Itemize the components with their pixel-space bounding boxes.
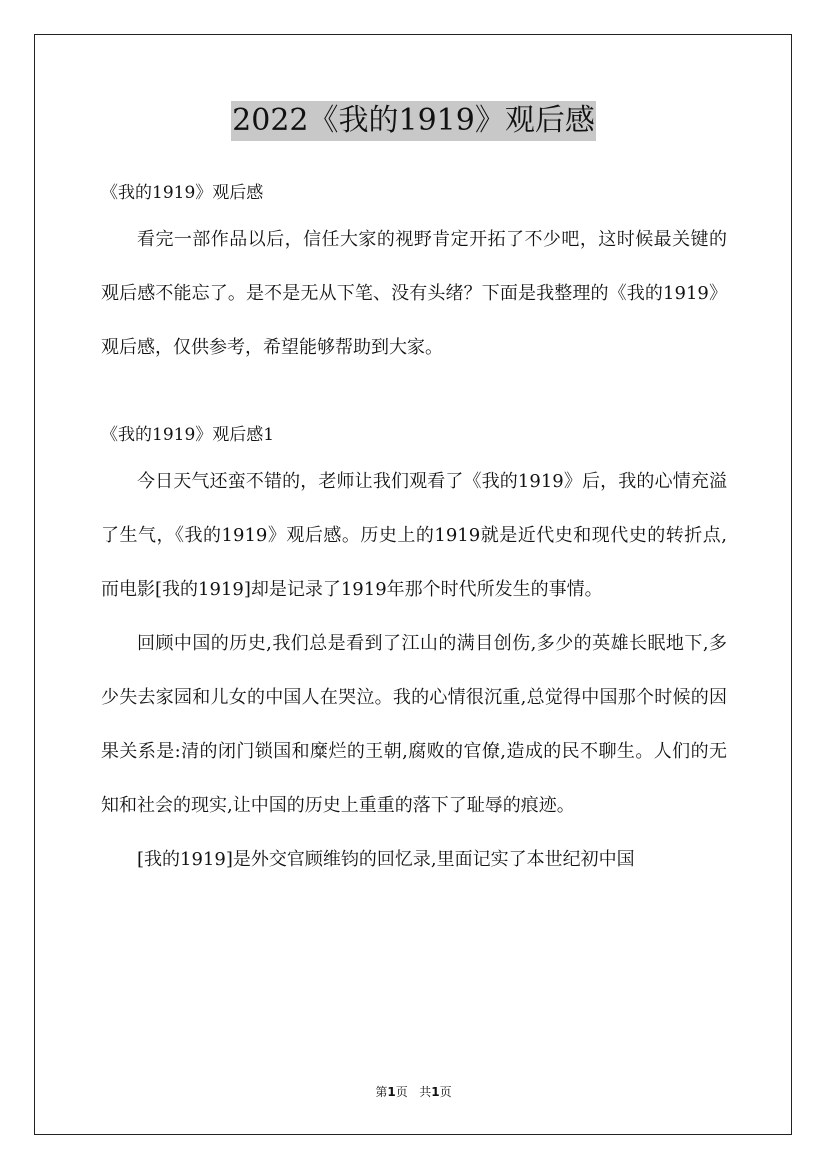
title-container: [0, 101, 827, 141]
footer-total-number: 1: [431, 1085, 440, 1099]
footer-page-number: 1: [387, 1085, 396, 1099]
section-spacer: [101, 375, 727, 416]
footer-page-prefix: 第: [375, 1085, 388, 1099]
section-heading: 《我的1919》观后感1: [101, 425, 275, 445]
document-title: 2022《我的1919》观后感: [231, 101, 596, 141]
document-body: [101, 174, 727, 887]
intro-paragraph: 看完一部作品以后，信任大家的视野肯定开拓了不少吧，这时候最关键的观后感不能忘了。是不是无从下笔、没有头绪？下面是我整理的《我的1919》观后感，仅供参考，希望能够帮助到大家。: [101, 229, 727, 358]
footer-page-suffix: 页: [395, 1085, 408, 1099]
page-footer: [0, 1083, 827, 1101]
intro-heading: 《我的1919》观后感: [101, 183, 264, 203]
body-paragraph-3: [我的1919]是外交官顾维钧的回忆录,里面记实了本世纪初中国: [137, 849, 635, 870]
body-paragraph-2: 回顾中国的历史,我们总是看到了江山的满目创伤,多少的英雄长眠地下,多少失去家园和儿女的中国人在哭泣。我的心情很沉重,总觉得中国那个时候的因果关系是:清的闭门锁国和糜烂的王朝,腐败的官僚,造成的民不聊生。人们的无知和社会的现实,让中国的历史上重重的落下了耻辱的痕迹。: [101, 633, 727, 816]
footer-total-suffix: 页: [439, 1085, 452, 1099]
footer-total-prefix: 共: [419, 1085, 432, 1099]
body-paragraph-1: 今日天气还蛮不错的，老师让我们观看了《我的1919》后，我的心情充溢了生气，《我的1919》观后感。历史上的1919就是近代史和现代史的转折点,而电影[我的1919]却是记录了1919年那个时代所发生的事情。: [101, 471, 727, 600]
